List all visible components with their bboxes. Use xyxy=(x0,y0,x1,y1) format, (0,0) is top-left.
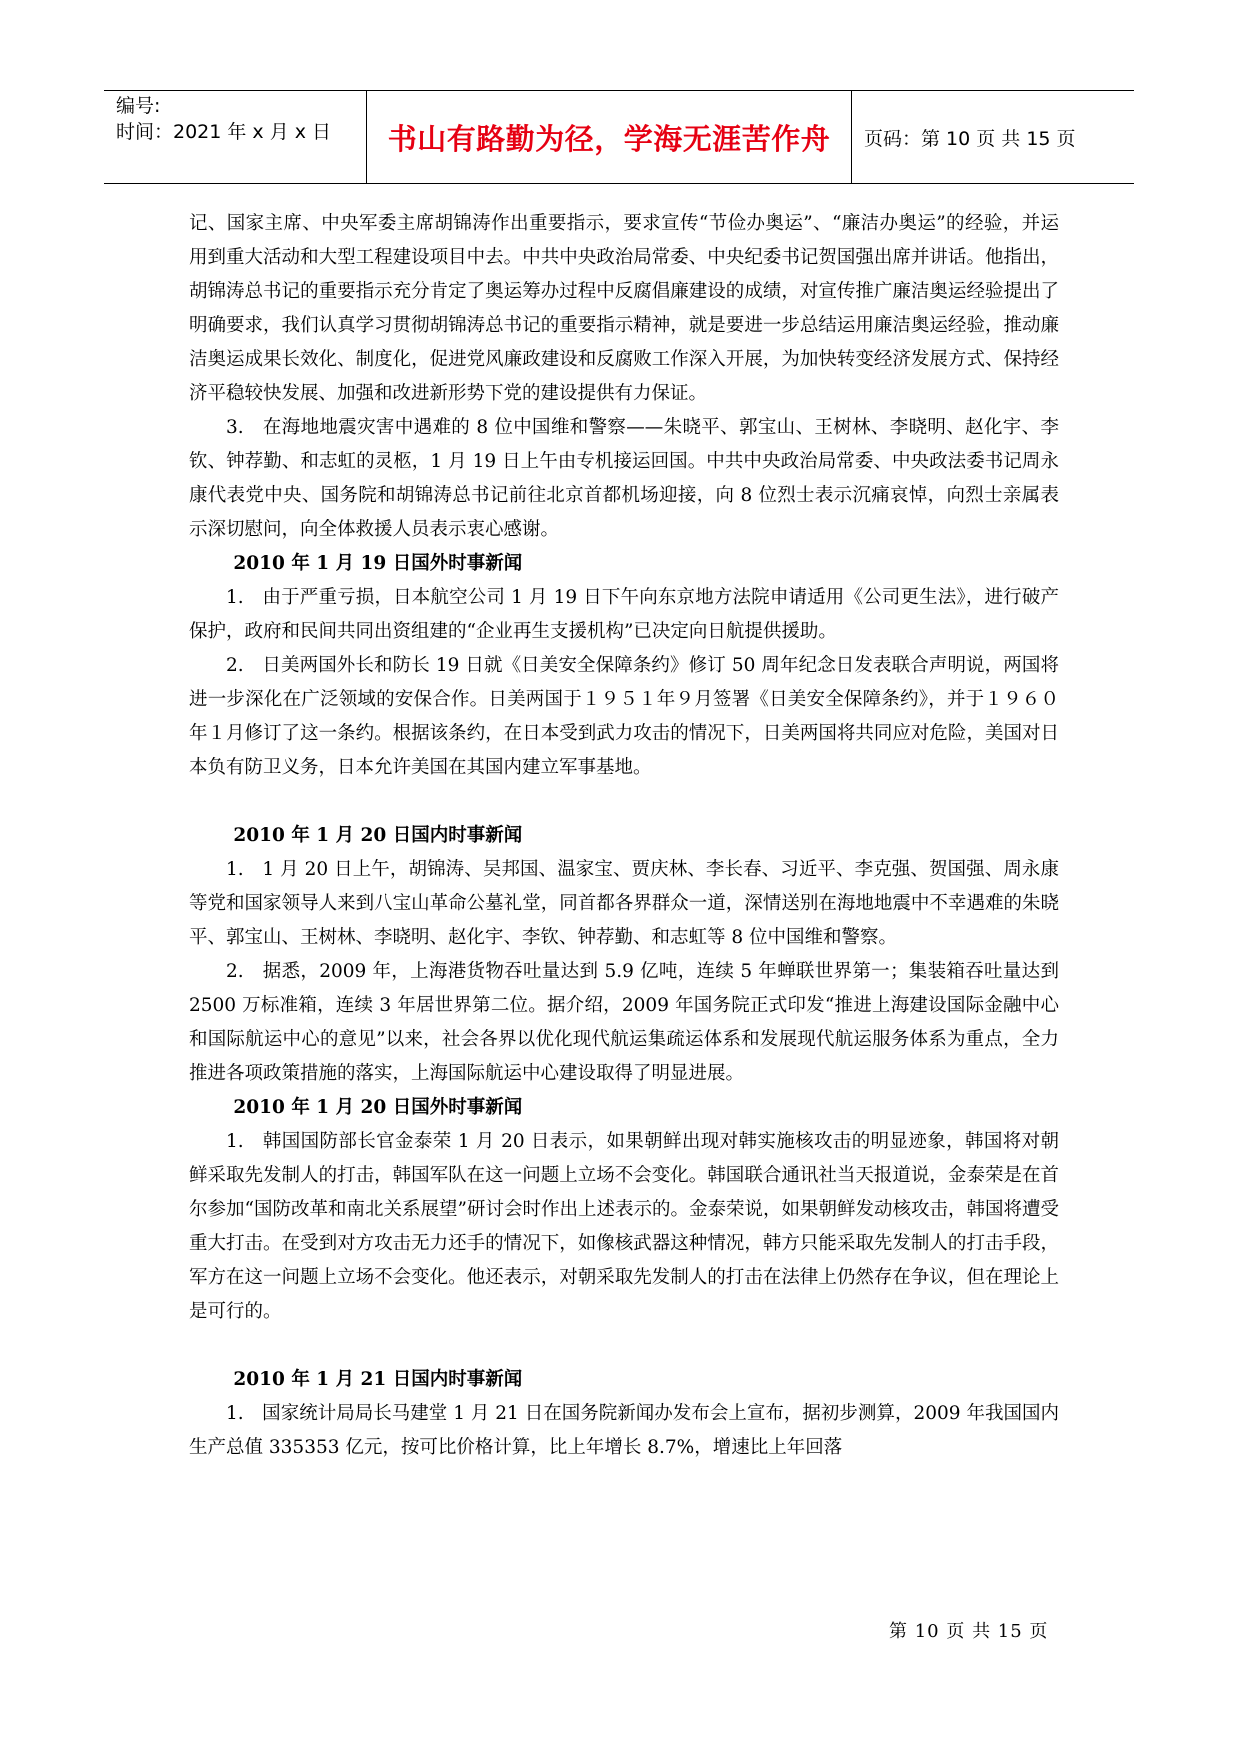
news-paragraph: 1. 国家统计局局长马建堂 1 月 21 日在国务院新闻办发布会上宣布，据初步测算，2009 年我国国内生产总值 335353 亿元，按可比价格计算，比上年增长 8.7%，增速比上年回落 xyxy=(189,1403,1059,1458)
news-paragraph: 记、国家主席、中央军委主席胡锦涛作出重要指示，要求宣传“节俭办奥运”、“廉洁办奥运”的经验，并运用到重大活动和大型工程建设项目中去。中共中央政治局常委、中央纪委书记贺国强出席并讲话。他指出，胡锦涛总书记的重要指示充分肯定了奥运筹办过程中反腐倡廉建设的成绩，对宣传推广廉洁奥运经验提出了明确要求，我们认真学习贯彻胡锦涛总书记的重要指示精神，就是要进一步总结运用廉洁奥运经验，推动廉洁奥运成果长效化、制度化，促进党风廉政建设和反腐败工作深入开展，为加快转变经济发展方式、保持经济平稳较快发展、加强和改进新形势下党的建设提供有力保证。 xyxy=(189,213,1059,404)
paragraph-spacer xyxy=(189,785,1059,819)
document-number-label: 编号: xyxy=(116,95,161,117)
page-footer: 第 10 页 共 15 页 xyxy=(889,1621,1049,1642)
paragraph-spacer xyxy=(189,1329,1059,1363)
news-paragraph: 3. 在海地地震灾害中遇难的 8 位中国维和警察——朱晓平、郭宝山、王树林、李晓明、赵化宇、李钦、钟荐勤、和志虹的灵柩，1 月 19 日上午由专机接运回国。中共中央政治局常委、中央政法委书记周永康代表党中央、国务院和胡锦涛总书记前往北京首都机场迎接，向 8 位烈士表示沉痛哀悼，向烈士亲属表示深切慰问，向全体救援人员表示衷心感谢。 xyxy=(189,417,1059,540)
document-time-label: 时间：2021 年 x 月 x 日 xyxy=(116,121,332,143)
news-paragraph: 2. 日美两国外长和防长 19 日就《日美安全保障条约》修订 50 周年纪念日发表联合声明说，两国将进一步深化在广泛领域的安保合作。日美两国于１９５１年９月签署《日美安全保障条约》，并于１９６０年１月修订了这一条约。根据该条约，在日本受到武力攻击的情况下，日美两国将共同应对危险，美国对日本负有防卫义务，日本允许美国在其国内建立军事基地。 xyxy=(189,655,1059,778)
news-paragraph: 2. 据悉，2009 年，上海港货物吞吐量达到 5.9 亿吨，连续 5 年蝉联世界第一；集装箱吞吐量达到 2500 万标准箱，连续 3 年居世界第二位。据介绍，2009 年国务院正式印发“推进上海建设国际金融中心和国际航运中心的意见”以来，社会各界以优化现代航运集疏运体系和发展现代航运服务体系为重点，全力推进各项政策措施的落实，上海国际航运中心建设取得了明显进展。 xyxy=(189,961,1059,1084)
news-paragraph: 1. 韩国国防部长官金泰荣 1 月 20 日表示，如果朝鲜出现对韩实施核攻击的明显迹象，韩国将对朝鲜采取先发制人的打击，韩国军队在这一问题上立场不会变化。韩国联合通讯社当天报道说，金泰荣是在首尔参加“国防改革和南北关系展望”研讨会时作出上述表示的。金泰荣说，如果朝鲜发动核攻击，韩国将遭受重大打击。在受到对方攻击无力还手的情况下，如像核武器这种情况，韩方只能采取先发制人的打击手段，军方在这一问题上立场不会变化。他还表示，对朝采取先发制人的打击在法律上仍然存在争议，但在理论上是可行的。 xyxy=(189,1131,1059,1322)
section-heading: 2010 年 1 月 19 日国外时事新闻 xyxy=(233,553,523,574)
header-motto: 书山有路勤为径，学海无涯苦作舟 xyxy=(367,91,852,183)
header-meta xyxy=(104,91,367,183)
news-paragraph: 1. 1 月 20 日上午，胡锦涛、吴邦国、温家宝、贾庆林、李长春、习近平、李克强、贺国强、周永康等党和国家领导人来到八宝山革命公墓礼堂，同首都各界群众一道，深情送别在海地地震中不幸遇难的朱晓平、郭宝山、王树林、李晓明、赵化宇、李钦、钟荐勤、和志虹等 8 位中国维和警察。 xyxy=(189,859,1059,948)
page-header xyxy=(104,90,1134,184)
header-page-number: 页码：第 10 页 共 15 页 xyxy=(864,127,1076,150)
section-heading: 2010 年 1 月 21 日国内时事新闻 xyxy=(233,1369,523,1390)
news-paragraph: 1. 由于严重亏损，日本航空公司 1 月 19 日下午向东京地方法院申请适用《公司更生法》，进行破产保护，政府和民间共同出资组建的“企业再生支援机构”已决定向日航提供援助。 xyxy=(189,587,1059,642)
section-heading: 2010 年 1 月 20 日国内时事新闻 xyxy=(233,825,523,846)
document-body xyxy=(189,207,1059,1465)
section-heading: 2010 年 1 月 20 日国外时事新闻 xyxy=(233,1097,523,1118)
